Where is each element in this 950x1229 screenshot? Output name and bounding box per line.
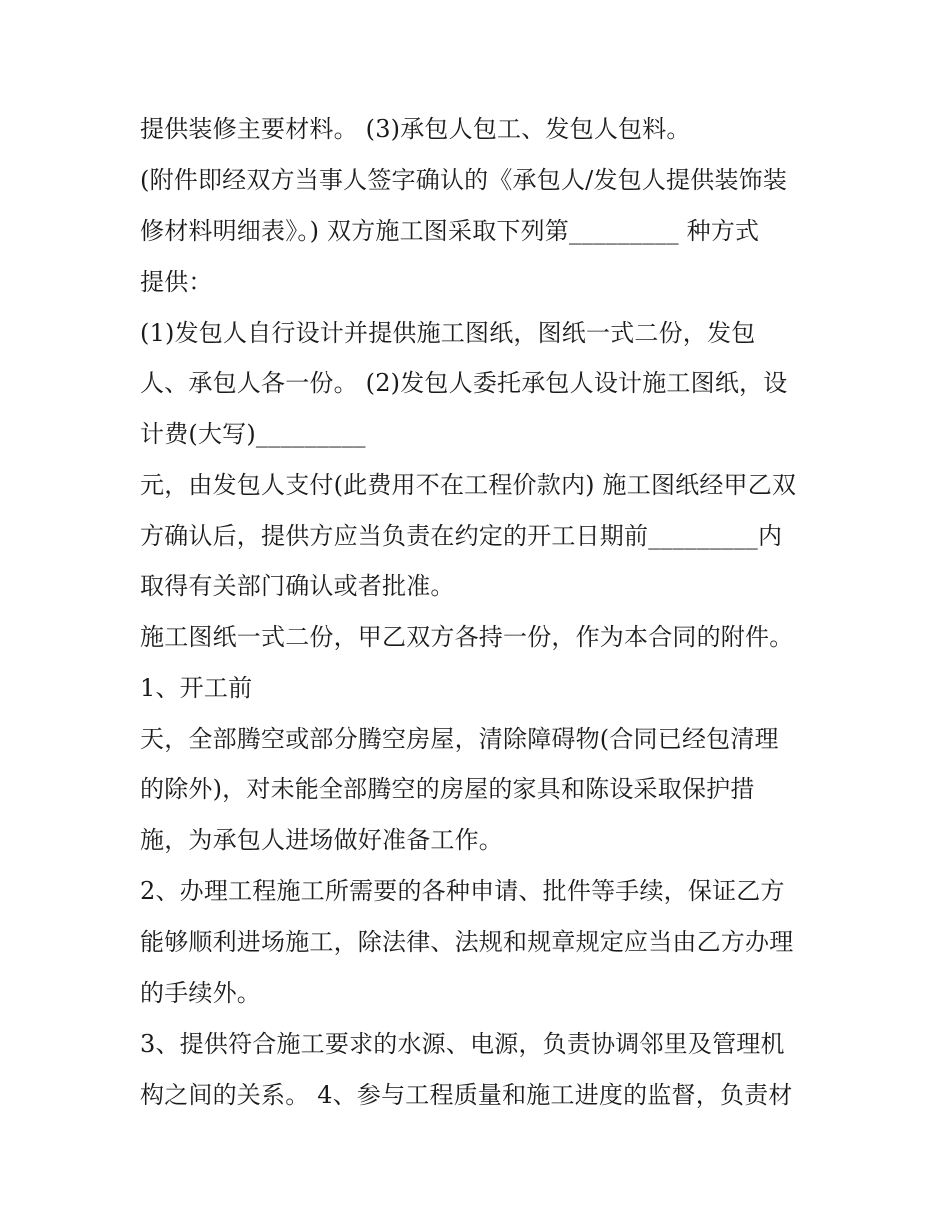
text-line: (附件即经双方当事人签字确认的《承包人/发包人提供装饰装 — [140, 166, 788, 194]
text-line: 修材料明细表》。) 双方施工图采取下列第_________ 种方式 — [140, 217, 760, 245]
text-line: 取得有关部门确认或者批准。 — [140, 572, 455, 600]
text-line: 构之间的关系。 4、参与工程质量和施工进度的监督，负责材 — [140, 1081, 793, 1109]
text-line: 的除外)，对未能全部腾空的房屋的家具和陈设采取保护措 — [140, 775, 755, 803]
text-line: 施，为承包人进场做好准备工作。 — [140, 826, 503, 854]
text-line: 天，全部腾空或部分腾空房屋，清除障碍物(合同已经包清理 — [140, 725, 779, 753]
text-line: 能够顺利进场施工，除法律、法规和规章规定应当由乙方办理 — [140, 928, 794, 956]
text-line: 提供装修主要材料。 (3)承包人包工、发包人包料。 — [140, 115, 691, 143]
text-line: 提供： — [140, 268, 213, 296]
text-line: (1)发包人自行设计并提供施工图纸，图纸一式二份，发包 — [140, 319, 756, 347]
text-line: 1、开工前 — [140, 674, 253, 702]
text-line: 计费(大写)_________ — [140, 420, 366, 448]
text-line: 施工图纸一式二份，甲乙双方各持一份，作为本合同的附件。 — [140, 623, 794, 651]
text-line: 的手续外。 — [140, 979, 261, 1007]
text-line: 方确认后，提供方应当负责在约定的开工日期前_________内 — [140, 522, 783, 550]
text-line: 元，由发包人支付(此费用不在工程价款内) 施工图纸经甲乙双 — [140, 471, 797, 499]
text-line: 人、承包人各一份。 (2)发包人委托承包人设计施工图纸，设 — [140, 369, 788, 397]
text-line: 3、提供符合施工要求的水源、电源，负责协调邻里及管理机 — [140, 1030, 785, 1058]
text-line: 2、办理工程施工所需要的各种申请、批件等手续，保证乙方 — [140, 877, 785, 905]
